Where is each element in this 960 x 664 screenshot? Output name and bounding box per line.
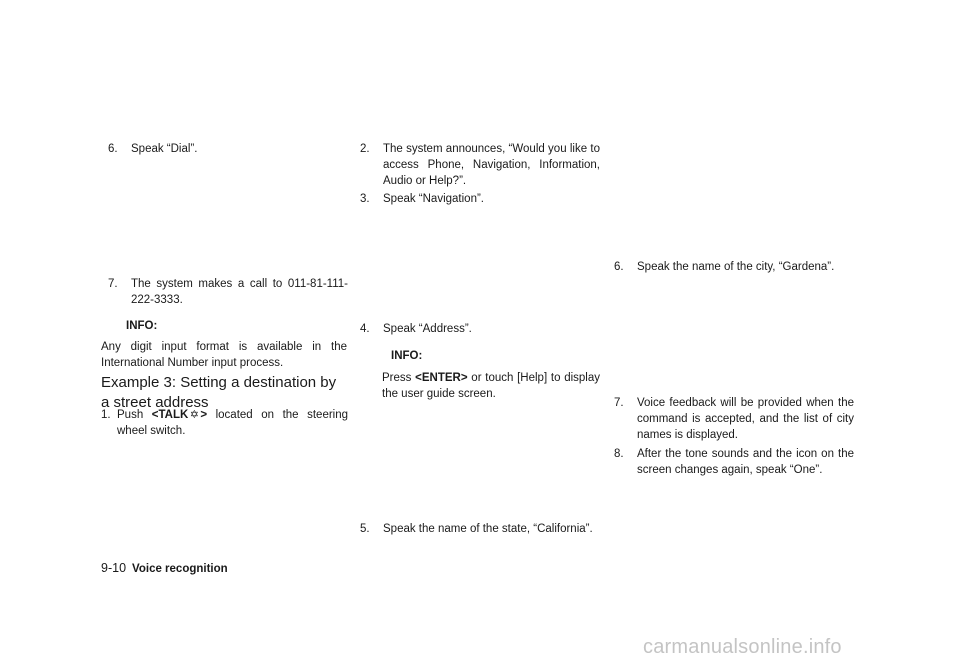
talk-key: <TALK	[151, 409, 189, 421]
step-text: Speak the name of the state, “California”.	[383, 523, 593, 535]
step-text: The system announces, “Would you like to access Phone, Navigation, Information, Audio or Help?”.	[383, 143, 600, 187]
step-5-state	[360, 521, 600, 537]
step-text: Speak the name of the city, “Gardena”.	[637, 261, 835, 273]
step-number: 6.	[108, 143, 118, 155]
step-text: Speak “Navigation”.	[383, 193, 484, 205]
talk-switch-icon: ✡	[189, 409, 199, 421]
step-text: After the tone sounds and the icon on the screen changes again, speak “One”.	[637, 448, 854, 476]
enter-key: <ENTER>	[415, 372, 468, 384]
page-footer	[101, 561, 228, 575]
step-number: 4.	[360, 323, 370, 335]
section-heading: Example 3: Setting a destination by a street address	[101, 374, 337, 411]
page-number: 9-10	[101, 561, 127, 575]
step-text: Voice feedback will be provided when the command is accepted, and the list of city names is displayed.	[637, 397, 854, 441]
step-3-navigation	[360, 191, 600, 207]
step-number: 7.	[108, 278, 118, 290]
step-2-announce	[360, 141, 600, 189]
step-number: 7.	[614, 397, 624, 409]
step-6-city	[614, 259, 854, 275]
step-number: 1.	[101, 409, 111, 421]
step-text: Speak “Address”.	[383, 323, 472, 335]
step-7-call	[108, 276, 348, 308]
watermark: carmanualsonline.info	[643, 636, 842, 658]
step-6-dial	[108, 141, 348, 157]
step-text: The system makes a call to 011-81-111-222-3333.	[131, 278, 348, 306]
step-number: 2.	[360, 143, 370, 155]
info-label: INFO:	[391, 350, 423, 362]
step-text: Push <TALK✡> located on the steering wheel switch.	[117, 409, 349, 437]
step-number: 6.	[614, 261, 624, 273]
step-number: 3.	[360, 193, 370, 205]
step-4-address	[360, 321, 600, 337]
info-label: INFO:	[126, 320, 158, 332]
section-title: Voice recognition	[132, 563, 228, 575]
info-text: Any digit input format is available in the International Number input process.	[101, 341, 347, 369]
step-1-push-talk	[101, 407, 348, 439]
step-number: 5.	[360, 523, 370, 535]
step-text: Speak “Dial”.	[131, 143, 198, 155]
info-text: Press <ENTER> or touch [Help] to display the user guide screen.	[382, 372, 600, 400]
step-7-feedback	[614, 395, 854, 443]
step-number: 8.	[614, 448, 624, 460]
step-8-tone	[614, 446, 854, 478]
